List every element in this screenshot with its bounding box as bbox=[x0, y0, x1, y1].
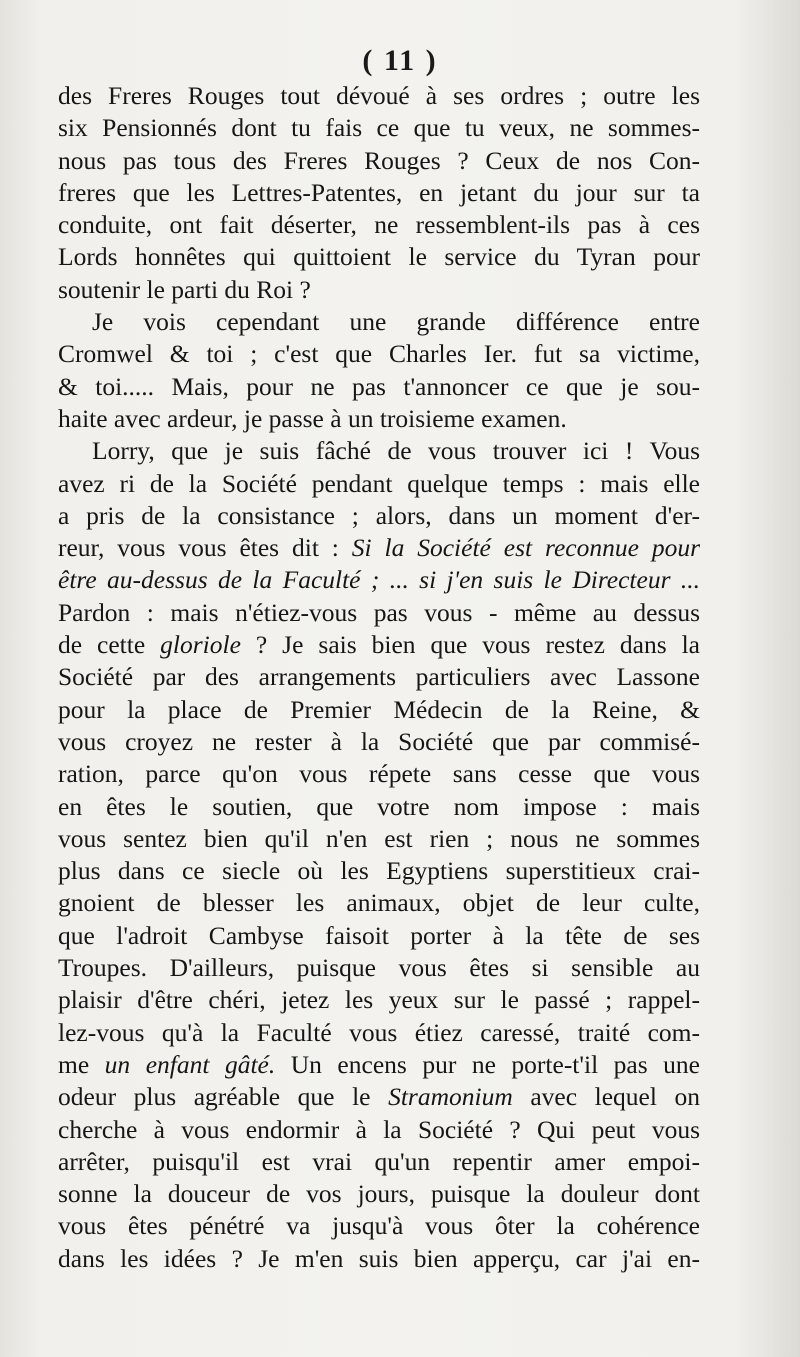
text-line: Société par des arrangements particuliers avec Lassone bbox=[58, 662, 700, 692]
page-number: ( 11 ) bbox=[362, 44, 438, 77]
text-line: Troupes. D'ailleurs, puisque vous êtes si sensible au bbox=[58, 953, 700, 983]
text-line: Lorry, que je suis fâché de vous trouver ici ! Vous bbox=[92, 436, 700, 466]
text-line: en êtes le soutien, que votre nom impose : mais bbox=[58, 791, 700, 821]
body-text bbox=[58, 80, 700, 1275]
text-line: haite avec ardeur, je passe à un troisieme examen. bbox=[58, 403, 567, 433]
text-line: ration, parce qu'on vous répete sans cesse que vous bbox=[58, 759, 700, 789]
text-line: odeur plus agréable que le Stramonium avec lequel on bbox=[58, 1082, 701, 1112]
text-line: six Pensionnés dont tu fais ce que tu veux, ne sommes- bbox=[58, 113, 700, 143]
text-line: être au-dessus de la Faculté ; ... si j'en suis le Directeur ... bbox=[58, 565, 700, 595]
text-line: gnoient de blesser les animaux, objet de leur culte, bbox=[58, 888, 700, 918]
text-line: nous pas tous des Freres Rouges ? Ceux de nos Con- bbox=[58, 145, 700, 175]
text-line: Je vois cependant une grande différence entre bbox=[92, 307, 700, 337]
text-line: de cette gloriole ? Je sais bien que vous restez dans la bbox=[58, 630, 700, 660]
text-line: arrêter, puisqu'il est vrai qu'un repentir amer empoi- bbox=[58, 1146, 700, 1176]
text-line: des Freres Rouges tout dévoué à ses ordres ; outre les bbox=[58, 81, 700, 110]
text-line: vous êtes pénétré va jusqu'à vous ôter la cohérence bbox=[58, 1211, 700, 1241]
text-line: Pardon : mais n'étiez-vous pas vous - même au dessus bbox=[58, 597, 700, 627]
text-line: plaisir d'être chéri, jetez les yeux sur le passé ; rappel- bbox=[58, 985, 700, 1015]
text-line: pour la place de Premier Médecin de la Reine, & bbox=[58, 694, 700, 724]
text-line: vous sentez bien qu'il n'en est rien ; nous ne sommes bbox=[58, 823, 700, 853]
text-line: a pris de la consistance ; alors, dans un moment d'er- bbox=[58, 500, 700, 530]
text-line: cherche à vous endormir à la Société ? Qui peut vous bbox=[58, 1114, 700, 1144]
text-line: Lords honnêtes qui quittoient le service du Tyran pour bbox=[58, 242, 700, 272]
text-line: vous croyez ne rester à la Société que par commisé- bbox=[58, 726, 700, 756]
text-line: freres que les Lettres-Patentes, en jetant du jour sur ta bbox=[58, 177, 700, 207]
text-line: sonne la douceur de vos jours, puisque la douleur dont bbox=[58, 1179, 700, 1209]
text-line: que l'adroit Cambyse faisoit porter à la tête de ses bbox=[58, 920, 700, 950]
text-line: plus dans ce siecle où les Egyptiens superstitieux crai- bbox=[58, 856, 700, 886]
text-line: soutenir le parti du Roi ? bbox=[58, 274, 311, 304]
text-line: reur, vous vous êtes dit : Si la Société est reconnue pour bbox=[58, 533, 700, 563]
text-line: & toi..... Mais, pour ne pas t'annoncer ce que je sou- bbox=[58, 371, 700, 401]
text-line: dans les idées ? Je m'en suis bien apperçu, car j'ai en- bbox=[58, 1243, 700, 1273]
text-line: me un enfant gâté. Un encens pur ne porte-t'il pas une bbox=[58, 1049, 701, 1079]
text-line: conduite, ont fait déserter, ne ressemblent-ils pas à ces bbox=[58, 210, 700, 240]
text-line: Cromwel & toi ; c'est que Charles Ier. fut sa victime, bbox=[58, 339, 700, 369]
text-line: lez-vous qu'à la Faculté vous étiez caressé, traité com- bbox=[58, 1017, 700, 1047]
text-line: avez ri de la Société pendant quelque temps : mais elle bbox=[58, 468, 700, 498]
